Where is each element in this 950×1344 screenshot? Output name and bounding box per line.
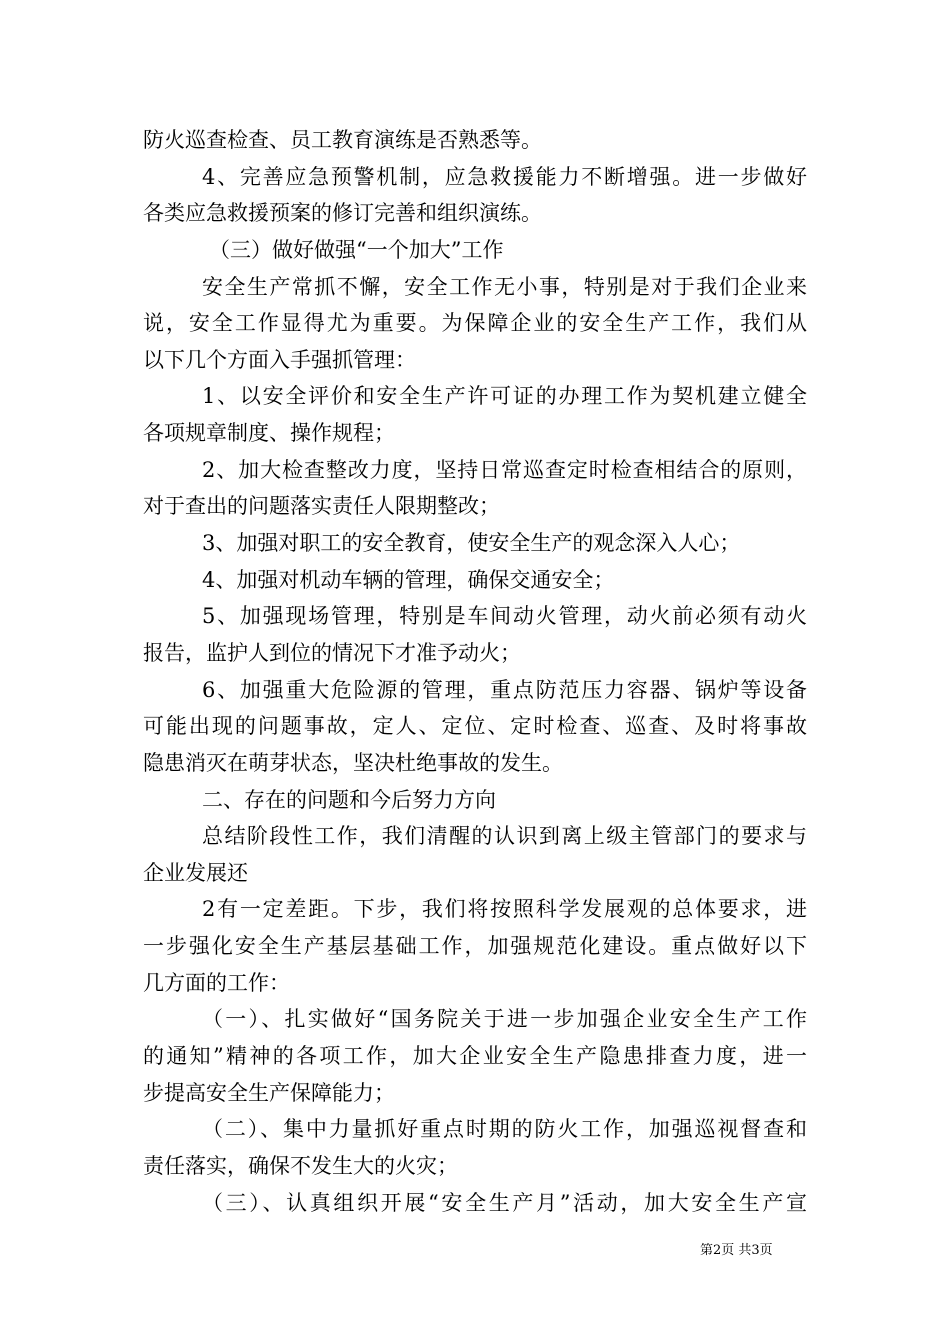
- section-heading-two: [143, 782, 807, 819]
- paragraph-line: （一）、扎实做好“国务院关于进一步加强企业安全生产工作: [202, 1007, 807, 1032]
- paragraph-line: 步提高安全生产保障能力；: [143, 1080, 395, 1105]
- paragraph-line: （二）、集中力量抓好重点时期的防火工作，加强巡视督查和: [202, 1117, 807, 1142]
- paragraph-next-steps: [143, 891, 807, 1001]
- list-item-2-inspection: [143, 452, 807, 525]
- list-item-1-regulations: [143, 378, 807, 451]
- paragraph-line: 责任落实，确保不发生大的火灾；: [143, 1153, 458, 1178]
- paragraph-line: 2有一定差距。下步，我们将按照科学发展观的总体要求，进: [202, 897, 807, 922]
- paragraph-line: 隐患消灭在萌芽状态，坚决杜绝事故的发生。: [143, 750, 563, 775]
- paragraph-line: 4、完善应急预警机制，应急救援能力不断增强。进一步做好: [202, 164, 807, 189]
- paragraph-line: 说，安全工作显得尤为重要。为保障企业的安全生产工作，我们从: [143, 311, 807, 336]
- paragraph-line: 6、加强重大危险源的管理，重点防范压力容器、锅炉等设备: [202, 677, 807, 702]
- paragraph-line: 5、加强现场管理，特别是车间动火管理，动火前必须有动火: [202, 604, 807, 629]
- paragraph-line: 的通知”精神的各项工作，加大企业安全生产隐患排查力度，进一: [143, 1044, 807, 1069]
- paragraph-line: （三）、认真组织开展“安全生产月”活动，加大安全生产宣: [202, 1190, 807, 1215]
- document-body: [143, 122, 807, 1221]
- paragraph-line: 二、存在的问题和今后努力方向: [202, 787, 496, 812]
- paragraph-line: 以下几个方面入手强抓管理：: [143, 347, 416, 372]
- paragraph-line: 4、加强对机动车辆的管理，确保交通安全；: [202, 567, 615, 592]
- paragraph-line: 各项规章制度、操作规程；: [143, 421, 395, 446]
- paragraph-line: 报告，监护人到位的情况下才准予动火；: [143, 640, 521, 665]
- paragraph-line: 企业发展还: [143, 860, 248, 885]
- list-item-6-hazard-sources: [143, 672, 807, 782]
- task-item-one-state-council: [143, 1001, 807, 1111]
- page-number-footer: 第2页 共3页: [700, 1243, 773, 1258]
- paragraph-line: 对于查出的问题落实责任人限期整改；: [143, 494, 500, 519]
- paragraph-line: 1、以安全评价和安全生产许可证的办理工作为契机建立健全: [202, 384, 807, 409]
- paragraph-line: （三）做好做强“一个加大”工作: [209, 237, 504, 262]
- paragraph-line: 2、加大检查整改力度，坚持日常巡查定时检查相结合的原则，: [202, 457, 807, 482]
- task-item-three-safety-month: [143, 1185, 807, 1222]
- paragraph-safety-production-intro: [143, 269, 807, 379]
- paragraph-line: 3、加强对职工的安全教育，使安全生产的观念深入人心；: [202, 531, 741, 556]
- list-item-5-site-management: [143, 598, 807, 671]
- paragraph-continuation-fire-patrol: [143, 122, 807, 159]
- paragraph-line: 可能出现的问题事故，定人、定位、定时检查、巡查、及时将事故: [143, 714, 807, 739]
- task-item-two-fire-prevention: [143, 1111, 807, 1184]
- paragraph-line: 一步强化安全生产基层基础工作，加强规范化建设。重点做好以下: [143, 934, 807, 959]
- list-item-4-vehicles: [143, 562, 807, 599]
- paragraph-line: 各类应急救援预案的修订完善和组织演练。: [143, 201, 542, 226]
- paragraph-line: 几方面的工作：: [143, 970, 290, 995]
- paragraph-line: 安全生产常抓不懈，安全工作无小事，特别是对于我们企业来: [202, 274, 807, 299]
- paragraph-emergency-mechanism: [143, 159, 807, 232]
- paragraph-line: 防火巡查检查、员工教育演练是否熟悉等。: [143, 128, 542, 152]
- list-item-3-education: [143, 525, 807, 562]
- paragraph-summary: [143, 818, 807, 891]
- section-heading-three: [143, 232, 807, 269]
- paragraph-line: 总结阶段性工作，我们清醒的认识到离上级主管部门的要求与: [202, 824, 807, 849]
